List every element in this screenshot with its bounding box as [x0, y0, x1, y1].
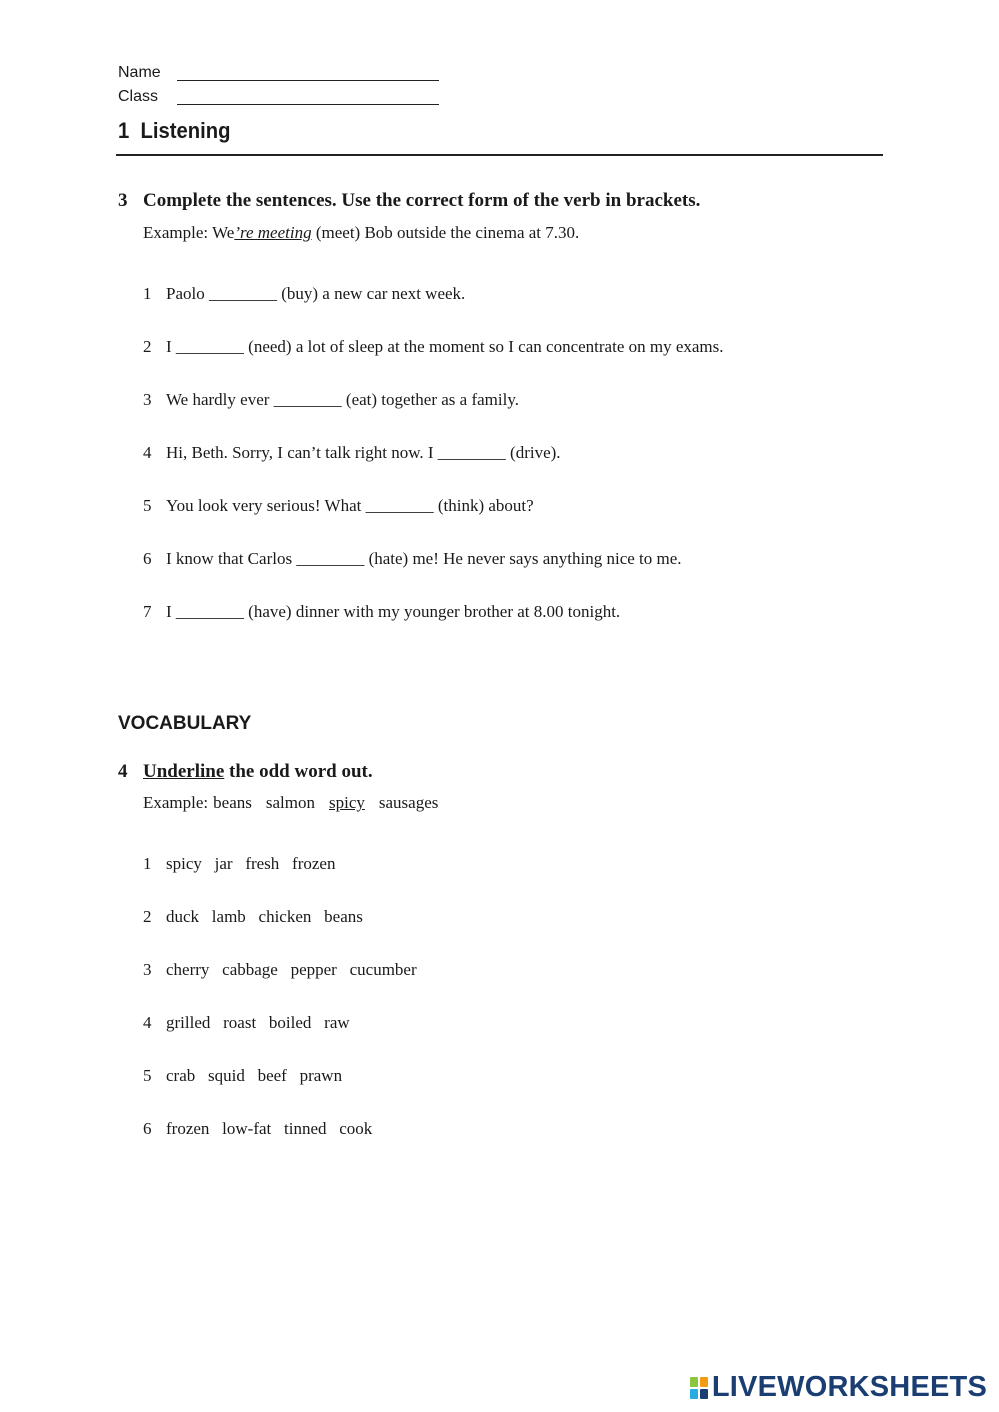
example-suffix: (meet) Bob outside the cinema at 7.30.	[311, 223, 580, 242]
class-label: Class	[118, 88, 159, 105]
exercise-4-example	[143, 793, 438, 813]
ex3-item-number: 6	[143, 549, 152, 568]
exercise-4-number: 4	[118, 761, 128, 782]
example-prefix: Example: We	[143, 223, 235, 242]
ex4-item-number: 6	[143, 1119, 152, 1138]
exercise-3-number: 3	[118, 190, 128, 211]
ex3-item-number: 4	[143, 443, 152, 462]
name-field[interactable]	[177, 80, 439, 81]
ex4-item-words[interactable]: frozen low-fat tinned cook	[166, 1119, 373, 1138]
example-answer: ’re meeting	[234, 223, 312, 242]
ex3-item-text: We hardly ever ________ (eat) together as a family.	[166, 390, 519, 409]
ex3-item-text: I ________ (need) a lot of sleep at the moment so I can concentrate on my exams.	[166, 337, 724, 356]
underline-word: Underline	[143, 761, 225, 782]
ex4-item-words[interactable]: duck lamb chicken beans	[166, 907, 363, 926]
logo-block-icon	[700, 1389, 708, 1399]
exercise-3-instructions: Complete the sentences. Use the correct form of the verb in brackets.	[143, 190, 701, 211]
ex3-item-number: 3	[143, 390, 152, 409]
exercise-3-example	[143, 223, 579, 243]
example-label: Example:	[143, 793, 209, 812]
logo-text: LIVEWORKSHEETS	[711, 1371, 987, 1403]
ex4-item-words[interactable]: cherry cabbage pepper cucumber	[166, 960, 417, 979]
logo-block-icon	[690, 1389, 698, 1399]
ex3-item-text: You look very serious! What ________ (think) about?	[166, 496, 534, 515]
example-word-underlined: spicy	[328, 793, 365, 812]
logo-icon	[689, 1376, 709, 1400]
name-label: Name	[118, 64, 161, 81]
ex3-item-number: 7	[143, 602, 152, 621]
instructions-rest: the odd word out.	[224, 761, 373, 782]
ex4-item-number: 5	[143, 1066, 152, 1085]
example-word: salmon	[265, 793, 315, 812]
ex3-item-number: 5	[143, 496, 152, 515]
section-title: 1 Listening	[118, 118, 231, 143]
ex4-item-number: 3	[143, 960, 152, 979]
logo-block-icon	[690, 1377, 698, 1387]
ex3-item-number: 2	[143, 337, 152, 356]
ex3-item-text: Hi, Beth. Sorry, I can’t talk right now. I ________ (drive).	[166, 443, 561, 462]
ex3-item-text: I ________ (have) dinner with my younger brother at 8.00 tonight.	[166, 602, 621, 621]
ex3-item-text: Paolo ________ (buy) a new car next week.	[166, 284, 466, 303]
ex4-item-number: 4	[143, 1013, 152, 1032]
ex3-item-text: I know that Carlos ________ (hate) me! He never says anything nice to me.	[166, 549, 682, 568]
ex4-item-number: 1	[143, 854, 152, 873]
ex3-item-number: 1	[143, 284, 152, 303]
exercise-4-instructions	[143, 761, 373, 783]
section-divider	[116, 154, 883, 156]
ex4-item-number: 2	[143, 907, 152, 926]
ex4-item-words[interactable]: spicy jar fresh frozen	[166, 854, 336, 873]
ex4-item-words[interactable]: grilled roast boiled raw	[166, 1013, 350, 1032]
example-word: beans	[213, 793, 252, 812]
example-word: sausages	[378, 793, 439, 812]
vocabulary-heading: VOCABULARY	[118, 713, 252, 734]
liveworksheets-logo[interactable]	[689, 1371, 987, 1404]
ex4-item-words[interactable]: crab squid beef prawn	[166, 1066, 343, 1085]
class-field[interactable]	[177, 104, 439, 105]
logo-block-icon	[700, 1377, 708, 1387]
